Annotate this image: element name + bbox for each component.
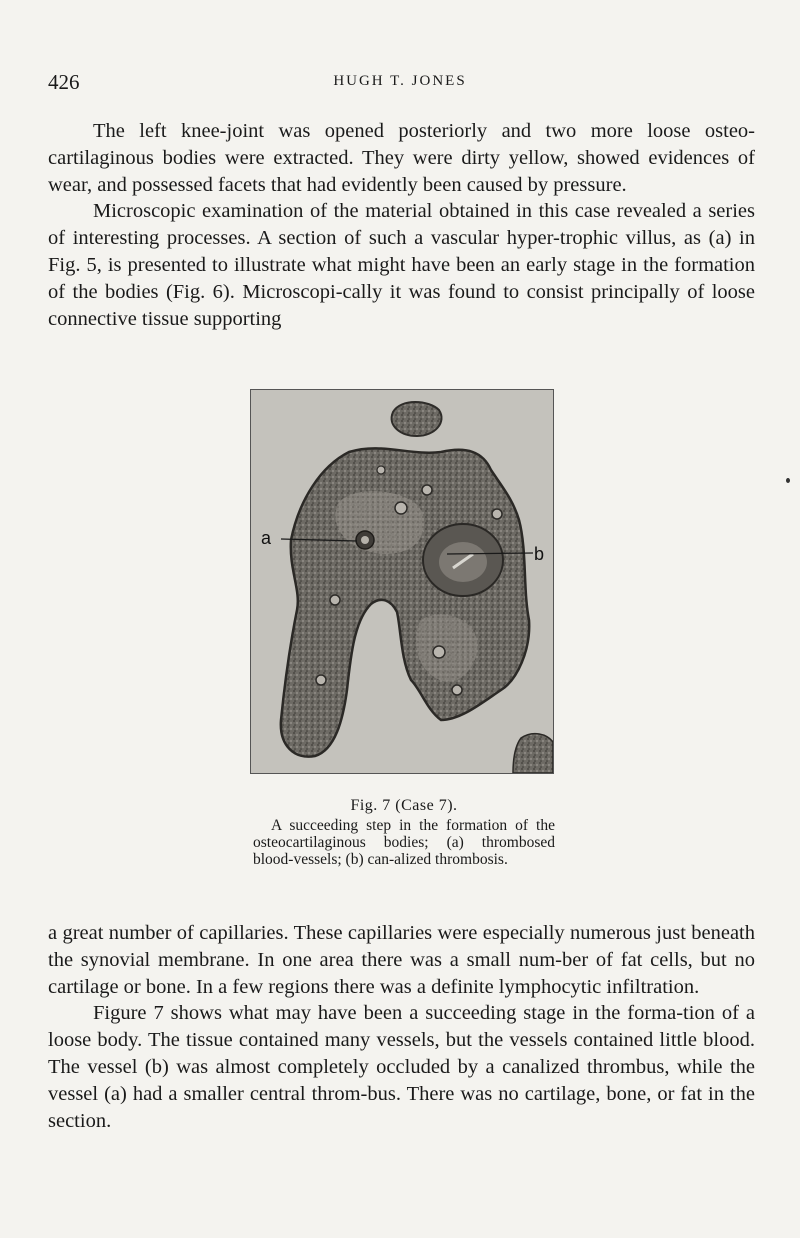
figure-label-a: a [261, 528, 272, 548]
body-text-top [48, 118, 755, 332]
figure-caption [253, 797, 555, 868]
micrograph-image [251, 390, 553, 773]
page-number: 426 [48, 70, 80, 94]
running-head: HUGH T. JONES [333, 73, 467, 89]
paragraph: Figure 7 shows what may have been a succeeding stage in the forma-tion of a loose body. The tissue contained many vessels, but the vessels contained little blood. The vessel (b) was almost completely occluded by a canalized thrombus, while the vessel (a) had a smaller central throm-bus. There was no cartilage, bone, or fat in the section. [48, 1002, 755, 1132]
caption-text: A succeeding step in the formation of the osteocartilaginous bodies; (a) thrombosed blood-vessels; (b) can-alized thrombosis. [253, 817, 555, 868]
ink-speck [786, 478, 790, 483]
page-header [48, 70, 752, 94]
caption-title: Fig. 7 (Case 7). [350, 797, 458, 814]
paragraph: a great number of capillaries. These capillaries were especially numerous just beneath the synovial membrane. In one area there was a small num-ber of fat cells, but no cartilage or bone. In a few regions there was a definite lymphocytic infiltration. [48, 922, 755, 998]
micrograph-figure [250, 389, 554, 774]
body-text-bottom [48, 920, 755, 1134]
paragraph: The left knee-joint was opened posteriorly and two more loose osteo-cartilaginous bodies were extracted. They were dirty yellow, showed evidences of wear, and possessed facets that had evidently been caused by pressure. [48, 120, 755, 196]
figure-label-b: b [534, 544, 545, 564]
paragraph: Microscopic examination of the material obtained in this case revealed a series of interesting processes. A section of such a vascular hyper-trophic villus, as (a) in Fig. 5, is presented to illustrate what might have been an early stage in the formation of the bodies (Fig. 6). Microscopi-cally it was found to consist principally of loose connective tissue supporting [48, 200, 755, 330]
